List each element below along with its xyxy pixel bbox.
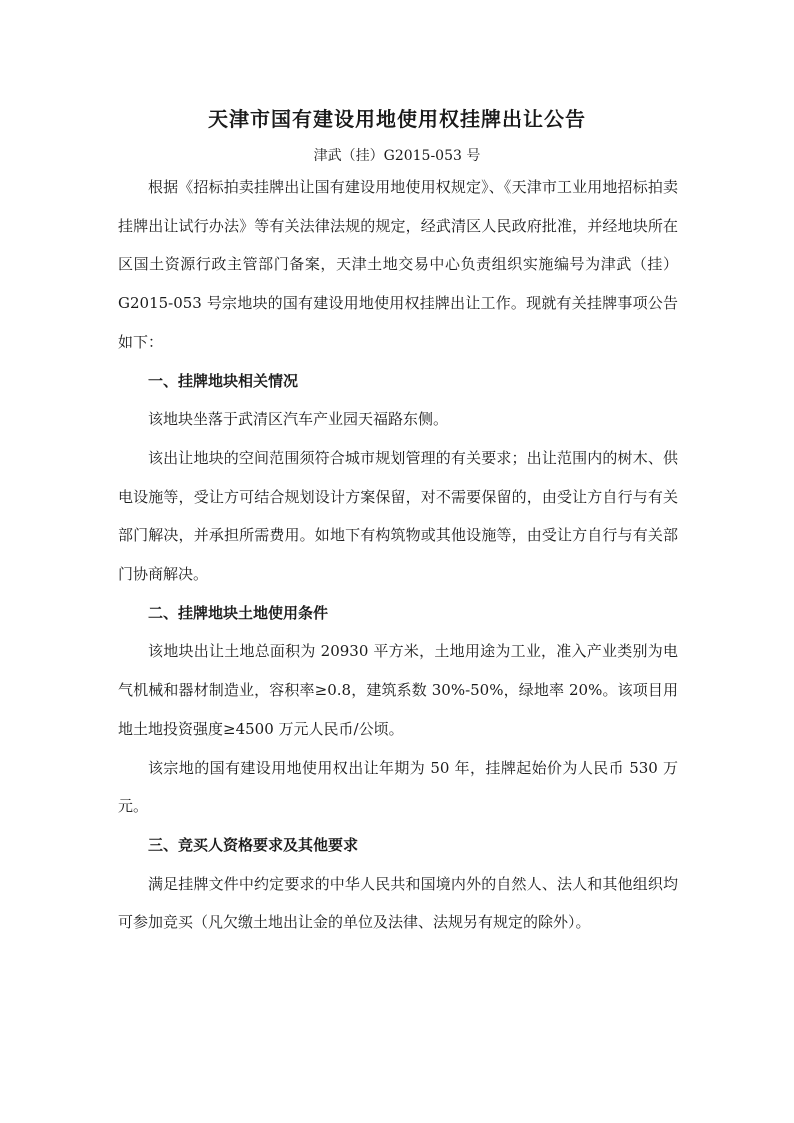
section-heading-2: 二、挂牌地块土地使用条件 bbox=[148, 603, 329, 622]
section-3-paragraph-1: 满足挂牌文件中约定要求的中华人民共和国境内外的自然人、法人和其他组织均可参加竞买（凡欠缴土地出让金的单位及法律、法规另有规定的除外）。 bbox=[118, 874, 678, 932]
section-heading-1: 一、挂牌地块相关情况 bbox=[148, 371, 299, 390]
intro-paragraph: 根据《招标拍卖挂牌出让国有建设用地使用权规定》、《天津市工业用地招标拍卖挂牌出让试行办法》等有关法律法规的规定，经武清区人民政府批准，并经地块所在区国土资源行政主管部门备案，天津土地交易中心负责组织实施编号为津武（挂）G2015-053 号宗地块的国有建设用地使用权挂牌出让工作。现就有关挂牌事项公告如下： bbox=[118, 178, 678, 351]
section-heading-3: 三、竞买人资格要求及其他要求 bbox=[148, 835, 359, 854]
document-body bbox=[118, 168, 678, 942]
section-2-paragraph-1: 该地块出让土地总面积为 20930 平方米，土地用途为工业，准入产业类别为电气机械和器材制造业，容积率≥0.8，建筑系数 30%-50%，绿地率 20%。该项目用地土地投资强度≥4500 万元人民币/公顷。 bbox=[118, 642, 678, 738]
document-number: 津武（挂）G2015-053 号 bbox=[313, 148, 481, 164]
page-title: 天津市国有建设用地使用权挂牌出让公告 bbox=[208, 107, 586, 131]
section-1-paragraph-2: 该出让地块的空间范围须符合城市规划管理的有关要求；出让范围内的树木、供电设施等，受让方可结合规划设计方案保留，对不需要保留的，由受让方自行与有关部门解决，并承担所需费用。如地下有构筑物或其他设施等，由受让方自行与有关部门协商解决。 bbox=[118, 448, 678, 584]
section-1-paragraph-1: 该地块坐落于武清区汽车产业园天福路东侧。 bbox=[148, 410, 449, 429]
section-2-paragraph-2: 该宗地的国有建设用地使用权出让年期为 50 年，挂牌起始价为人民币 530 万元。 bbox=[118, 758, 678, 816]
